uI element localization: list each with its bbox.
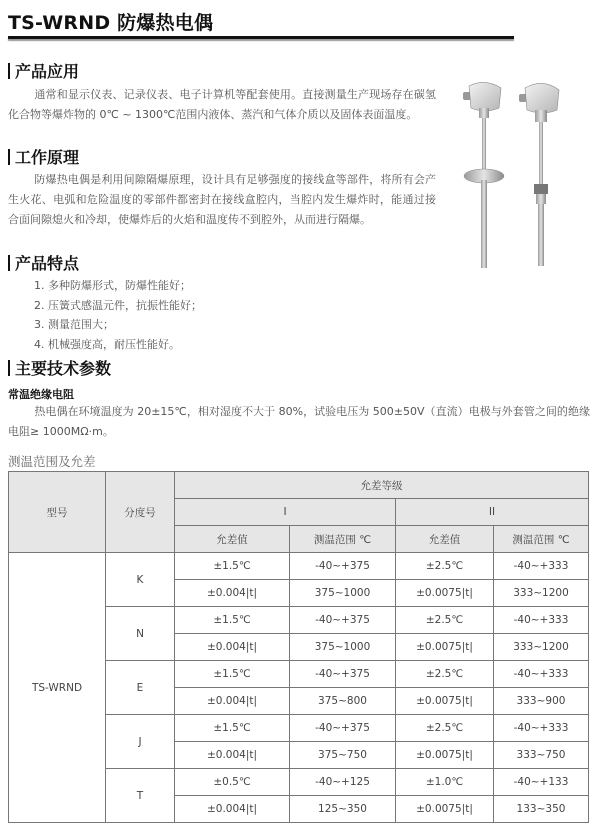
feature-item: 1. 多种防爆形式，防爆性能好； bbox=[34, 279, 191, 292]
cell-tolerance-class1: ±0.004|t| bbox=[175, 742, 290, 769]
section-heading-application bbox=[8, 62, 79, 82]
heading-text: 产品特点 bbox=[15, 254, 80, 273]
cell-tolerance-class2: ±2.5℃ bbox=[396, 607, 494, 634]
cell-tolerance-class2: ±2.5℃ bbox=[396, 661, 494, 688]
cell-range-class1: -40~+125 bbox=[290, 769, 396, 796]
feature-item: 2. 压簧式感温元件，抗振性能好； bbox=[34, 298, 202, 312]
cell-range-class2: 133~350 bbox=[494, 796, 589, 823]
cell-tolerance-class1: ±0.5℃ bbox=[175, 769, 290, 796]
cell-graduation-code: E bbox=[106, 661, 175, 715]
cell-range-class1: -40~+375 bbox=[290, 553, 396, 580]
cell-tolerance-class2: ±1.0℃ bbox=[396, 769, 494, 796]
tolerance-table bbox=[8, 471, 589, 823]
cell-tolerance-class2: ±0.0075|t| bbox=[396, 742, 494, 769]
heading-bar bbox=[8, 149, 10, 165]
header-tolerance: 允差值 bbox=[175, 526, 290, 553]
spec-text: 热电偶在环境温度为 20±15℃，相对湿度不大于 80%，试验电压为 500±50V（直流）电极与外套管之间的绝缘电阻≥ 1000MΩ·m。 bbox=[8, 405, 590, 438]
header-class-2: II bbox=[396, 499, 589, 526]
cell-range-class2: -40~+333 bbox=[494, 607, 589, 634]
heading-bar bbox=[8, 63, 10, 79]
cell-tolerance-class1: ±0.004|t| bbox=[175, 796, 290, 823]
header-tolerance-class: 允差等级 bbox=[175, 472, 589, 499]
cell-range-class2: -40~+333 bbox=[494, 553, 589, 580]
cell-tolerance-class1: ±0.004|t| bbox=[175, 688, 290, 715]
cell-graduation-code: T bbox=[106, 769, 175, 823]
thermocouple-flanged bbox=[463, 82, 504, 268]
heading-text: 工作原理 bbox=[15, 148, 80, 167]
header-class-1: I bbox=[175, 499, 396, 526]
application-text: 通常和显示仪表、记录仪表、电子计算机等配套使用。直接测量生产现场存在碳氢化合物等爆炸物的 0℃ ~ 1300℃范围内液体、蒸汽和气体介质以及固体表面温度。 bbox=[8, 88, 436, 121]
principle-text: 防爆热电偶是利用间隙隔爆原理，设计具有足够强度的接线盒等部件，将所有会产生火花、电弧和危险温度的零部件都密封在接线盒腔内，当腔内发生爆炸时，能通过接合面间隙熄火和冷却，使爆炸后的火焰和温度传不到腔外，从而进行隔爆。 bbox=[8, 173, 436, 226]
cell-tolerance-class1: ±1.5℃ bbox=[175, 661, 290, 688]
feature-item: 3. 测量范围大； bbox=[34, 318, 114, 331]
cell-range-class1: -40~+375 bbox=[290, 607, 396, 634]
section-heading-specs bbox=[8, 359, 111, 379]
header-graduation: 分度号 bbox=[106, 472, 175, 553]
cell-range-class2: 333~900 bbox=[494, 688, 589, 715]
heading-text: 产品应用 bbox=[15, 62, 80, 81]
cell-range-class1: 375~1000 bbox=[290, 580, 396, 607]
cell-tolerance-class2: ±2.5℃ bbox=[396, 715, 494, 742]
cell-range-class2: -40~+333 bbox=[494, 715, 589, 742]
spec-subheading: 常温绝缘电阻 bbox=[8, 388, 74, 401]
cell-tolerance-class2: ±2.5℃ bbox=[396, 553, 494, 580]
heading-text: 主要技术参数 bbox=[15, 359, 112, 378]
cell-range-class2: -40~+133 bbox=[494, 769, 589, 796]
feature-item: 4. 机械强度高，耐压性能好。 bbox=[34, 337, 180, 351]
cell-tolerance-class1: ±1.5℃ bbox=[175, 553, 290, 580]
cell-range-class1: 375~800 bbox=[290, 688, 396, 715]
thermocouple-product-photo bbox=[455, 80, 585, 280]
heading-bar bbox=[8, 255, 10, 271]
cell-tolerance-class1: ±1.5℃ bbox=[175, 715, 290, 742]
cell-range-class2: -40~+333 bbox=[494, 661, 589, 688]
cell-model: TS-WRND bbox=[9, 553, 106, 823]
cell-range-class1: 375~1000 bbox=[290, 634, 396, 661]
cell-range-class1: 125~350 bbox=[290, 796, 396, 823]
heading-bar bbox=[8, 360, 10, 376]
cell-tolerance-class2: ±0.0075|t| bbox=[396, 580, 494, 607]
feature-list bbox=[34, 276, 202, 354]
cell-range-class1: -40~+375 bbox=[290, 661, 396, 688]
table-row bbox=[9, 553, 589, 580]
cell-graduation-code: J bbox=[106, 715, 175, 769]
header-model: 型号 bbox=[9, 472, 106, 553]
cell-range-class1: -40~+375 bbox=[290, 715, 396, 742]
section-heading-principle bbox=[8, 148, 79, 168]
cell-range-class1: 375~750 bbox=[290, 742, 396, 769]
cell-range-class2: 333~1200 bbox=[494, 634, 589, 661]
cell-graduation-code: K bbox=[106, 553, 175, 607]
cell-graduation-code: N bbox=[106, 607, 175, 661]
title-divider bbox=[8, 36, 514, 39]
cell-tolerance-class1: ±1.5℃ bbox=[175, 607, 290, 634]
cell-range-class2: 333~750 bbox=[494, 742, 589, 769]
header-range: 测温范围 ℃ bbox=[494, 526, 589, 553]
cell-tolerance-class2: ±0.0075|t| bbox=[396, 688, 494, 715]
table-header-row bbox=[9, 472, 589, 499]
header-range: 测温范围 ℃ bbox=[290, 526, 396, 553]
thermocouple-threaded bbox=[519, 83, 559, 266]
table-caption: 测温范围及允差 bbox=[8, 454, 96, 469]
cell-tolerance-class1: ±0.004|t| bbox=[175, 634, 290, 661]
cell-tolerance-class1: ±0.004|t| bbox=[175, 580, 290, 607]
header-tolerance: 允差值 bbox=[396, 526, 494, 553]
page-title: TS-WRND 防爆热电偶 bbox=[8, 12, 214, 34]
section-heading-features bbox=[8, 254, 79, 274]
cell-range-class2: 333~1200 bbox=[494, 580, 589, 607]
cell-tolerance-class2: ±0.0075|t| bbox=[396, 796, 494, 823]
cell-tolerance-class2: ±0.0075|t| bbox=[396, 634, 494, 661]
